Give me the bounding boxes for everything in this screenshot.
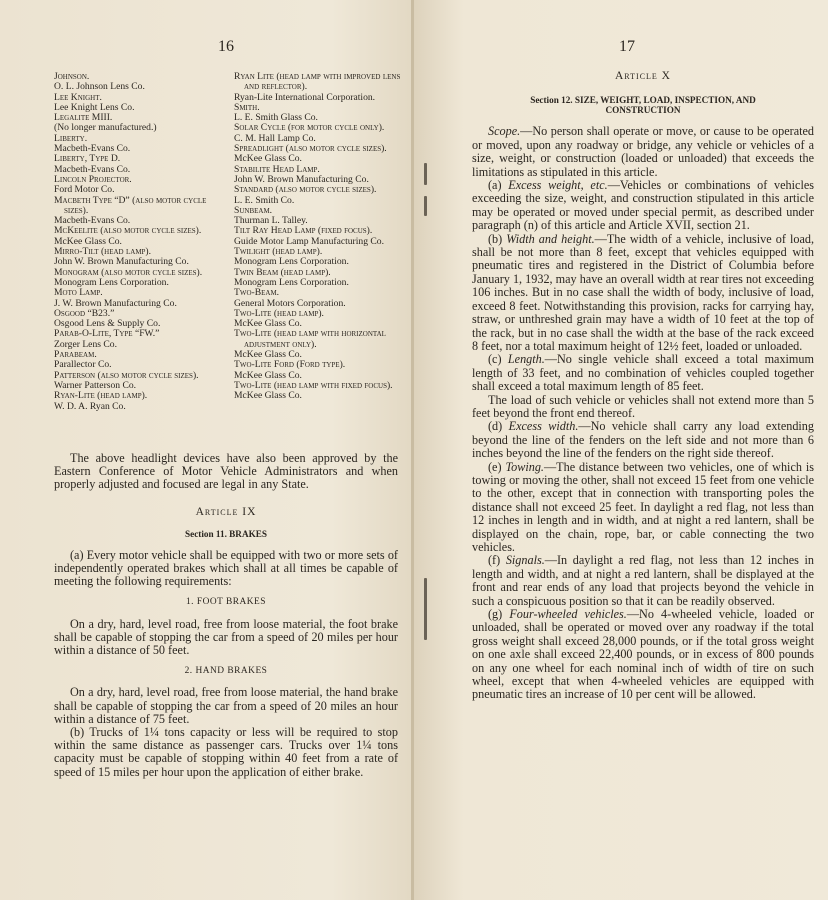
paragraph-text: —No single vehicle shall exceed a total maximum length of 33 feet, and no combination of vehicles coupled together shall exceed a total maximum length of 85 feet. — [472, 352, 814, 394]
headlight-device-name: Two-Lite (head lamp with horizontal adjustment only). — [234, 328, 386, 350]
headlight-device-name: McKeelite (also motor cycle sizes). — [54, 225, 202, 237]
headlight-manufacturer: McKee Glass Co. — [54, 235, 122, 247]
headlight-manufacturer: O. L. Johnson Lens Co. — [54, 81, 145, 93]
headlight-device-name: Lee Knight. — [54, 91, 102, 103]
headlight-manufacturer: General Motors Corporation. — [234, 297, 346, 309]
section-12-paragraph — [472, 420, 814, 460]
headlight-manufacturer: Warner Patterson Co. — [54, 379, 137, 391]
headlight-manufacturer: Ryan-Lite International Corporation. — [234, 91, 376, 103]
headlight-entry — [234, 72, 406, 93]
headlight-manufacturer: Macbeth-Evans Co. — [54, 163, 131, 175]
headlight-device-name: Stabilite Head Lamp. — [234, 163, 320, 175]
headlight-manufacturer: Zorger Lens Co. — [54, 338, 117, 350]
headlight-manufacturer: Monogram Lens Corporation. — [234, 276, 349, 288]
headlight-entry — [54, 391, 224, 401]
headlight-manufacturer: McKee Glass Co. — [234, 153, 302, 165]
page-number-right: 17 — [619, 38, 635, 55]
paragraph-prefix: (e) — [488, 459, 506, 474]
paragraph-prefix: (a) — [488, 178, 509, 193]
headlight-manufacturer: J. W. Brown Manufacturing Co. — [54, 297, 177, 309]
headlight-manufacturer: Ford Motor Co. — [54, 184, 115, 196]
headlight-device-name: Macbeth Type “D” (also motor cycle sizes). — [54, 194, 207, 216]
paragraph-prefix: (d) — [488, 419, 509, 434]
headlight-device-name: Twin Beam (head lamp). — [234, 266, 331, 278]
headlight-manufacturer: L. E. Smith Glass Co. — [234, 112, 318, 124]
section-12-paragraphs — [472, 125, 814, 701]
headlight-manufacturer: Lee Knight Lens Co. — [54, 101, 135, 113]
headlight-manufacturer: Thurman L. Talley. — [234, 215, 308, 227]
section-12-paragraph — [472, 125, 814, 179]
right-page — [414, 0, 828, 900]
headlight-manufacturer: Monogram Lens Corporation. — [54, 276, 169, 288]
paragraph-lead: Towing. — [505, 459, 544, 474]
headlight-device-name: Parabeam. — [54, 349, 97, 361]
headlight-manufacturer: Osgood Lens & Supply Co. — [54, 318, 161, 330]
headlight-device-name: Tilt Ray Head Lamp (fixed focus). — [234, 225, 373, 237]
headlight-entry — [54, 196, 224, 217]
headlight-manufacturer: Macbeth-Evans Co. — [54, 215, 131, 227]
paragraph-text: —No person shall operate or move, or cause to be operated or moved, upon any roadway or bridge, any vehicle or vehicles of a size, weight, or construction (loaded or unloaded) that exceeds the limitations as stipulated in this article. — [472, 124, 814, 179]
headlight-device-name: Sunbeam. — [234, 204, 273, 216]
headlight-manufacturer: John W. Brown Manufacturing Co. — [234, 173, 369, 185]
headlight-device-name: Legalite MIII. — [54, 112, 113, 124]
headlight-device-name: Ryan-Lite (head lamp). — [54, 390, 148, 402]
section-12-paragraph — [472, 554, 814, 608]
staple-bottom — [424, 578, 427, 640]
hand-brakes-heading: 2. HAND BRAKES — [184, 666, 268, 677]
staple-top-lower — [424, 196, 427, 216]
headlight-device-name: Moto Lamp. — [54, 287, 103, 299]
foot-brakes-heading: 1. FOOT BRAKES — [185, 597, 267, 608]
headlight-manufacturer: McKee Glass Co. — [234, 390, 302, 402]
headlight-device-name: Solar Cycle (for motor cycle only). — [234, 122, 385, 134]
headlight-manufacturer: C. M. Hall Lamp Co. — [234, 132, 316, 144]
headlight-entry — [54, 288, 224, 298]
section-12-paragraph — [472, 179, 814, 233]
section-12-paragraph — [472, 353, 814, 393]
left-text-block — [54, 452, 398, 779]
headlight-device-name: Two-Lite (head lamp with fixed focus). — [234, 379, 393, 391]
headlight-entry — [234, 329, 406, 350]
approved-note: The above headlight devices have also been approved by the Eastern Conference of Motor Vehicle Administrators and when properly adjusted and focused are legal in any State. — [54, 451, 398, 492]
paragraph-text: —The width of a vehicle, inclusive of load, shall be not more than 8 feet, except that vehicles equipped with pneumatic tires and registered in the District of Columbia before January 1, 1932, may have an overall width at rear tires not exceeding 106 inches. But in no case shall the width of body, inclusive of load, exceed 8 feet. Notwithstanding this provision, racks for carrying hay, straw, or unthreshed grain may have a width of 10 feet at the top of the rack, but in no case shall the width at the base of the rack exceed 8 feet, nor a total maximum height of 12½ feet, loaded or unloaded. — [472, 231, 814, 353]
paragraph-lead: Scope. — [488, 124, 521, 139]
paragraph-prefix: (f) — [488, 553, 506, 568]
headlight-manufacturer: Guide Motor Lamp Manufacturing Co. — [234, 235, 385, 247]
paragraph-lead: Signals. — [505, 553, 545, 568]
section-12-paragraph — [472, 233, 814, 354]
headlight-device-name: Liberty, Type D. — [54, 153, 121, 165]
headlight-manufacturer: McKee Glass Co. — [234, 318, 302, 330]
section-12-paragraph — [472, 608, 814, 702]
paragraph-lead: Excess weight, etc. — [508, 178, 608, 193]
paragraph-lead: Length. — [507, 352, 545, 367]
paragraph-text: —Vehicles or combinations of vehicles exceeding the size, weight, and construction stipulated in this article may be operated or moved under special permit, as described under paragraph (n) of this article and Article XVII, section 21. — [472, 178, 814, 233]
brakes-para-a: (a) Every motor vehicle shall be equipped with two or more sets of independently operated brakes which shall at all times be capable of meeting the following requirements: — [54, 547, 398, 589]
headlight-manufacturer: McKee Glass Co. — [234, 369, 302, 381]
paragraph-lead: Four-wheeled vehicles. — [509, 607, 627, 622]
paragraph-prefix: (b) — [488, 231, 507, 246]
headlight-device-name: Patterson (also motor cycle sizes). — [54, 369, 199, 381]
headlight-list-column-1 — [54, 72, 224, 412]
paragraph-text: The load of such vehicle or vehicles shall not extend more than 5 feet beyond the front end thereof. — [472, 392, 814, 420]
article-x-title: Article X — [614, 70, 671, 82]
brakes-para-b: (b) Trucks of 1¼ tons capacity or less will be required to stop within the same distance as passenger cars. Trucks over 1¼ tons capacity must be capable of stopping within 40 feet from a rate of speed of 15 miles per hour upon the application of either brake. — [54, 725, 398, 779]
headlight-manufacturer: Monogram Lens Corporation. — [234, 256, 349, 268]
headlight-device-name: Standard (also motor cycle sizes). — [234, 184, 377, 196]
headlight-device-name: Spreadlight (also motor cycle sizes). — [234, 143, 387, 155]
article-ix-title: Article IX — [195, 505, 257, 518]
section-11-title: Section 11. BRAKES — [185, 528, 267, 539]
headlight-list-column-2 — [234, 72, 406, 402]
paragraph-text: —In daylight a red flag, not less than 12 inches in length and width, and at night a red lantern, shall be displayed at the front and rear ends of any load that projects beyond the vehicle in such a conspicuous position so that it can be readily observed. — [472, 553, 814, 608]
headlight-manufacturer: John W. Brown Manufacturing Co. — [54, 256, 189, 268]
foot-brakes-text: On a dry, hard, level road, free from loose material, the foot brake shall be capable of stopping the car from a speed of 20 miles per hour within a distance of 50 feet. — [54, 616, 398, 658]
section-12-paragraph — [472, 461, 814, 555]
headlight-entry — [234, 288, 406, 298]
staple-top — [424, 163, 427, 185]
headlight-manufacturer: L. E. Smith Co. — [234, 194, 295, 206]
paragraph-prefix: (c) — [488, 352, 508, 367]
section-12-paragraph — [472, 394, 814, 421]
right-text-block — [472, 70, 814, 702]
paragraph-text: —No 4-wheeled vehicle, loaded or unloaded, shall be operated or moved over any roadway if the total gross weight shall exceed 28,000 pounds, or if the total gross weight on one axle shall exceed 22,400 pounds, or in excess of 800 pounds on any one wheel for each nominal inch of width of tire on such wheel, except that when 4-wheeled vehicles are equipped with pneumatic tires an increase of 10 per cent will be allowed. — [472, 607, 814, 702]
headlight-device-name: Twilight (head lamp). — [234, 246, 323, 258]
headlight-device-name: Two-Lite Ford (Ford type). — [234, 359, 346, 371]
paragraph-text: —The distance between two vehicles, one of which is towing or moving the other, shall not exceed 15 feet from one vehicle to the other, except that in connection with transporting poles the distance shall not exceed 25 feet. In daylight a red flag, not less than 12 inches in length and in width, and at night a red lantern, shall be displayed on the chain, rope, bar, or cable connecting the two vehicles. — [472, 459, 815, 554]
headlight-device-name: Parab-O-Lite, Type “FW.” — [54, 328, 160, 340]
headlight-manufacturer: (No longer manufactured.) — [54, 122, 157, 134]
headlight-manufacturer: W. D. A. Ryan Co. — [54, 400, 126, 412]
headlight-device-name: Two-Beam. — [234, 287, 280, 299]
paragraph-text: —No vehicle shall carry any load extending beyond the line of the fenders on the left side and not more than 6 inches beyond the line of the fenders on the right side thereof. — [472, 419, 814, 461]
headlight-manufacturer: Macbeth-Evans Co. — [54, 143, 131, 155]
paragraph-lead: Width and height. — [506, 231, 595, 246]
headlight-device-name: Liberty. — [54, 132, 88, 144]
section-12-title: Section 12. SIZE, WEIGHT, LOAD, INSPECTION, AND CONSTRUCTION — [530, 95, 756, 116]
headlight-device-name: Smith. — [234, 101, 260, 113]
headlight-device-name: Two-Lite (head lamp). — [234, 307, 324, 319]
headlight-device-name: Monogram (also motor cycle sizes). — [54, 266, 203, 278]
paragraph-prefix: (g) — [488, 607, 510, 622]
headlight-device-name: Lincoln Projector. — [54, 173, 132, 185]
headlight-device-name: Mirro-Tilt (head lamp). — [54, 246, 152, 258]
headlight-manufacturer: McKee Glass Co. — [234, 349, 302, 361]
headlight-device-name: Johnson. — [54, 71, 90, 82]
paragraph-lead: Excess width. — [508, 419, 579, 434]
headlight-device-name: Ryan Lite (head lamp with improved lens and reflector). — [234, 71, 401, 93]
page-number-left: 16 — [218, 38, 234, 55]
headlight-manufacturer: Parallector Co. — [54, 359, 112, 371]
hand-brakes-text: On a dry, hard, level road, free from loose material, the hand brake shall be capable of stopping the car from a speed of 20 miles an hour within a distance of 75 feet. — [54, 685, 398, 726]
headlight-device-name: Osgood “B23.” — [54, 307, 115, 319]
